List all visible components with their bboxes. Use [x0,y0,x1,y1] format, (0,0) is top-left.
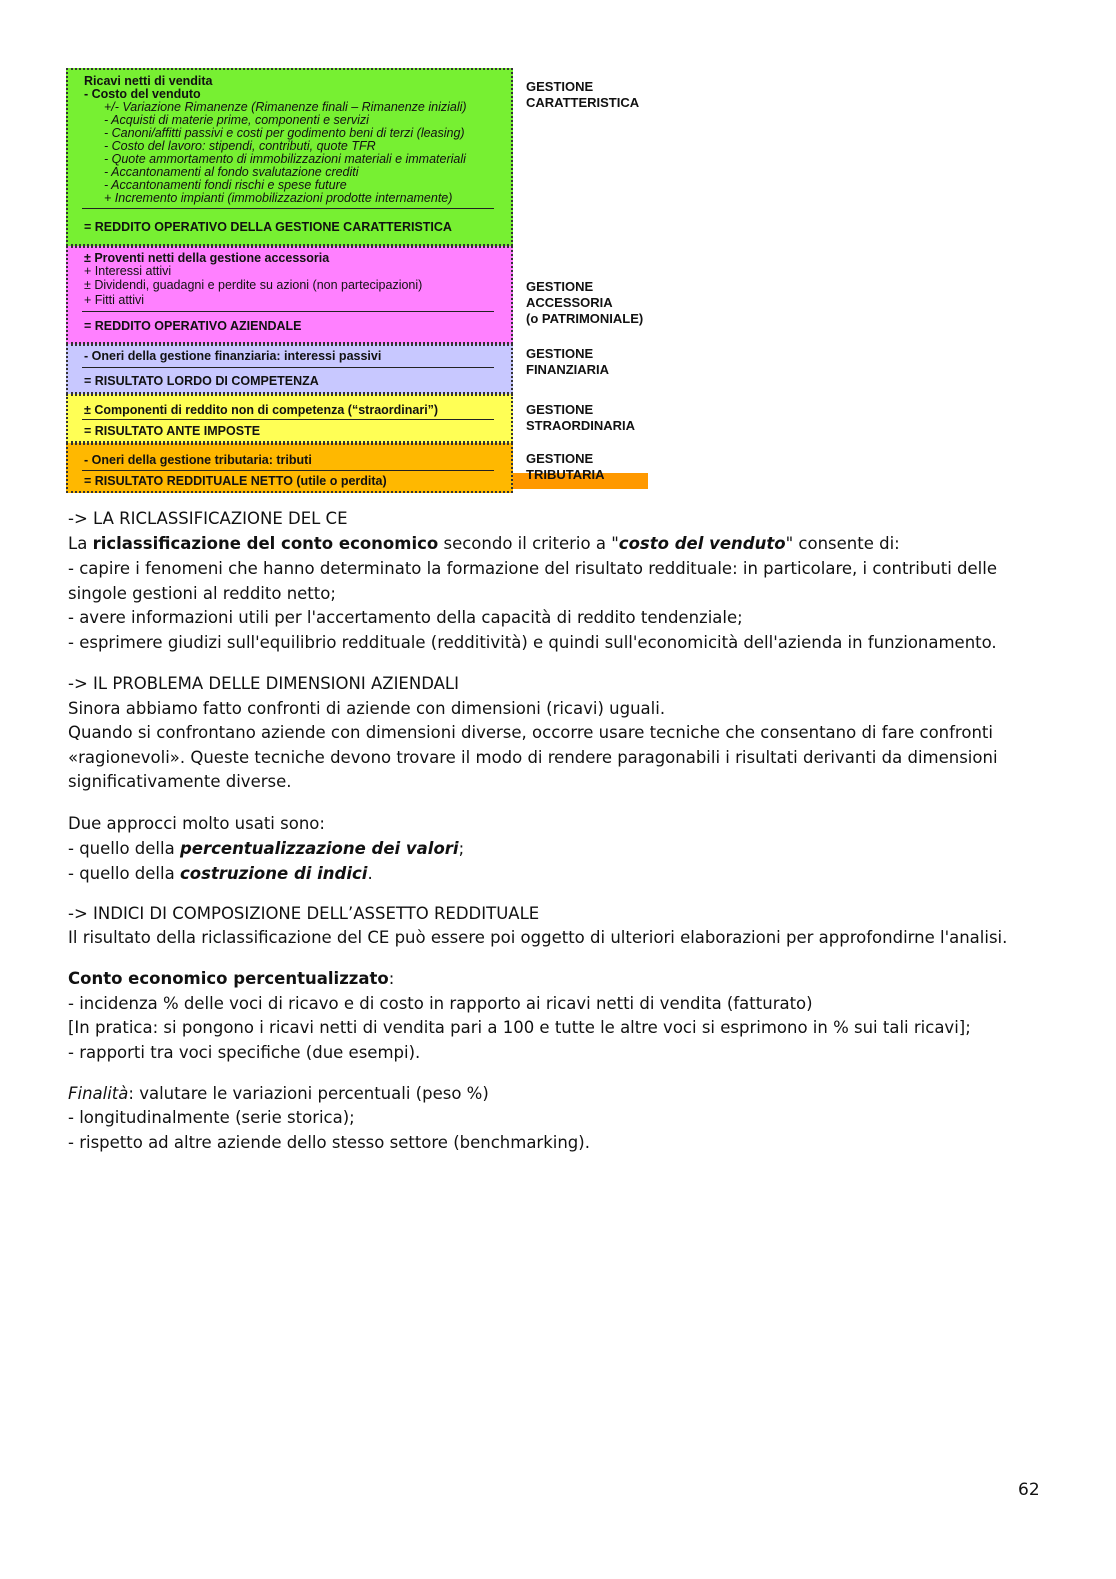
subsection-title [68,967,1028,992]
interessi-attivi-line: + Interessi attivi [84,264,172,278]
bullet-item [68,837,1028,862]
divider-line [82,208,494,209]
bold-term: Conto economico percentualizzato [68,969,389,988]
componenti-straordinari-line: ± Componenti di reddito non di competenza (“straordinari”) [84,403,439,417]
oneri-tributari-line: - Oneri della gestione tributaria: tributi [84,453,312,467]
paragraph: Quando si confrontano aziende con dimensioni diverse, occorre usare tecniche che consentano di fare confronti «ragionevoli». Queste tecniche devono trovare il modo di rendere paragonabili i risultati derivanti da dimensioni significativamente diverse. [68,723,998,792]
paragraph: Il risultato della riclassificazione del CE può essere poi oggetto di ulteriori elaborazioni per approfondirne l'analisi. [68,928,1008,947]
label-line: FINANZIARIA [526,362,610,377]
label-line: (o PATRIMONIALE) [526,311,644,326]
oneri-finanziari-line: - Oneri della gestione finanziaria: interessi passivi [84,349,382,363]
bold-italic-term: percentualizzazione dei valori [179,839,459,858]
cost-item: - Accantonamenti al fondo svalutazione crediti [104,165,359,179]
result-risultato-lordo: = RISULTATO LORDO DI COMPETENZA [84,374,319,388]
divider-line [82,419,494,420]
label-line: GESTIONE [526,451,594,466]
label-line: ACCESSORIA [526,295,613,310]
label-line: CARATTERISTICA [526,95,640,110]
result-risultato-netto: = RISULTATO REDDITUALE NETTO (utile o perdita) [84,474,387,488]
label-line: GESTIONE [526,279,594,294]
text-run: : [388,969,395,988]
section-heading-dimensioni: -> IL PROBLEMA DELLE DIMENSIONI AZIENDALI [68,674,459,693]
text-run: . [367,864,373,883]
ce-riclassificato-diagram [66,68,656,494]
bold-italic-term: costruzione di indici [179,864,368,883]
band-gestione-finanziaria [66,344,513,394]
cost-item: - Acquisti di materie prime, componenti e servizi [104,113,369,127]
bullet-item: - capire i fenomeni che hanno determinato la formazione del risultato reddituale: in particolare, i contributi delle singole gestioni al reddito netto; [68,559,997,603]
bullet-item: - esprimere giudizi sull'equilibrio reddituale (redditività) e quindi sull'economicità dell'azienda in funzionamento. [68,633,997,652]
label-gestione-accessoria [526,279,643,327]
section-heading-indici: -> INDICI DI COMPOSIZIONE DELL’ASSETTO REDDITUALE [68,904,540,923]
label-line: GESTIONE [526,402,594,417]
band-gestione-straordinaria [66,394,513,443]
label-gestione-straordinaria [526,402,635,434]
band-gestione-caratteristica [66,68,513,246]
result-reddito-operativo-caratteristica: = REDDITO OPERATIVO DELLA GESTIONE CARATTERISTICA [84,220,452,234]
label-line: GESTIONE [526,79,594,94]
result-risultato-ante-imposte: = RISULTATO ANTE IMPOSTE [84,424,261,438]
bullet-item: - rispetto ad altre aziende dello stesso settore (benchmarking). [68,1133,590,1152]
bullet-item: [In pratica: si pongono i ricavi netti di vendita pari a 100 e tutte le altre voci si esprimono in % sui tali ricavi]; [68,1018,971,1037]
label-gestione-caratteristica [526,79,639,111]
finalita-line [68,1082,1028,1107]
cost-item: +/- Variazione Rimanenze (Rimanenze finali – Rimanenze iniziali) [104,100,467,114]
text-run: " consente di: [785,534,900,553]
bold-term: riclassificazione del conto economico [92,534,439,553]
result-reddito-operativo-aziendale: = REDDITO OPERATIVO AZIENDALE [84,319,302,333]
label-line: GESTIONE [526,346,594,361]
label-line: TRIBUTARIA [526,467,605,482]
cost-item: + Incremento impianti (immobilizzazioni prodotte internamente) [104,191,453,205]
paragraph: Due approcci molto usati sono: [68,814,325,833]
divider-line [82,311,494,312]
divider-line [82,470,494,471]
label-line: STRAORDINARIA [526,418,636,433]
section-heading-riclassificazione: -> LA RICLASSIFICAZIONE DEL CE [68,509,348,528]
text-run: secondo il criterio a " [438,534,619,553]
cost-item: - Quote ammortamento di immobilizzazioni materiali e immateriali [104,152,466,166]
dividendi-line: ± Dividendi, guadagni e perdite su azioni (non partecipazioni) [84,278,423,292]
bullet-item: - rapporti tra voci specifiche (due esempi). [68,1043,421,1062]
bullet-item [68,862,1028,887]
ricavi-netti-line: Ricavi netti di vendita [84,74,213,88]
italic-term: Finalità [68,1084,129,1103]
page-number: 62 [1018,1480,1040,1500]
costo-venduto-line: - Costo del venduto [84,87,201,101]
text-run: : valutare le variazioni percentuali (peso %) [128,1084,489,1103]
bullet-item: - avere informazioni utili per l'accertamento della capacità di reddito tendenziale; [68,608,743,627]
text-run: ; [458,839,465,858]
bullet-item: - incidenza % delle voci di ricavo e di costo in rapporto ai ricavi netti di vendita (fatturato) [68,994,813,1013]
label-gestione-finanziaria [526,346,609,378]
text-run: La [68,534,93,553]
fitti-attivi-line: + Fitti attivi [84,293,145,307]
cost-item: - Accantonamenti fondi rischi e spese future [104,178,347,192]
paragraph: Sinora abbiamo fatto confronti di aziende con dimensioni (ricavi) uguali. [68,699,666,718]
cost-item: - Costo del lavoro: stipendi, contributi, quote TFR [104,139,376,153]
divider-line [82,367,494,368]
band-gestione-tributaria [66,443,513,493]
label-gestione-tributaria [526,451,604,483]
proventi-accessoria-line: ± Proventi netti della gestione accessoria [84,251,330,265]
cost-item: - Canoni/affitti passivi e costi per godimento beni di terzi (leasing) [104,126,465,140]
band-gestione-accessoria [66,246,513,344]
bullet-item: - longitudinalmente (serie storica); [68,1108,355,1127]
intro-paragraph [68,532,1028,557]
bold-italic-term: costo del venduto [618,534,786,553]
text-run: - quello della [68,839,180,858]
text-run: - quello della [68,864,180,883]
